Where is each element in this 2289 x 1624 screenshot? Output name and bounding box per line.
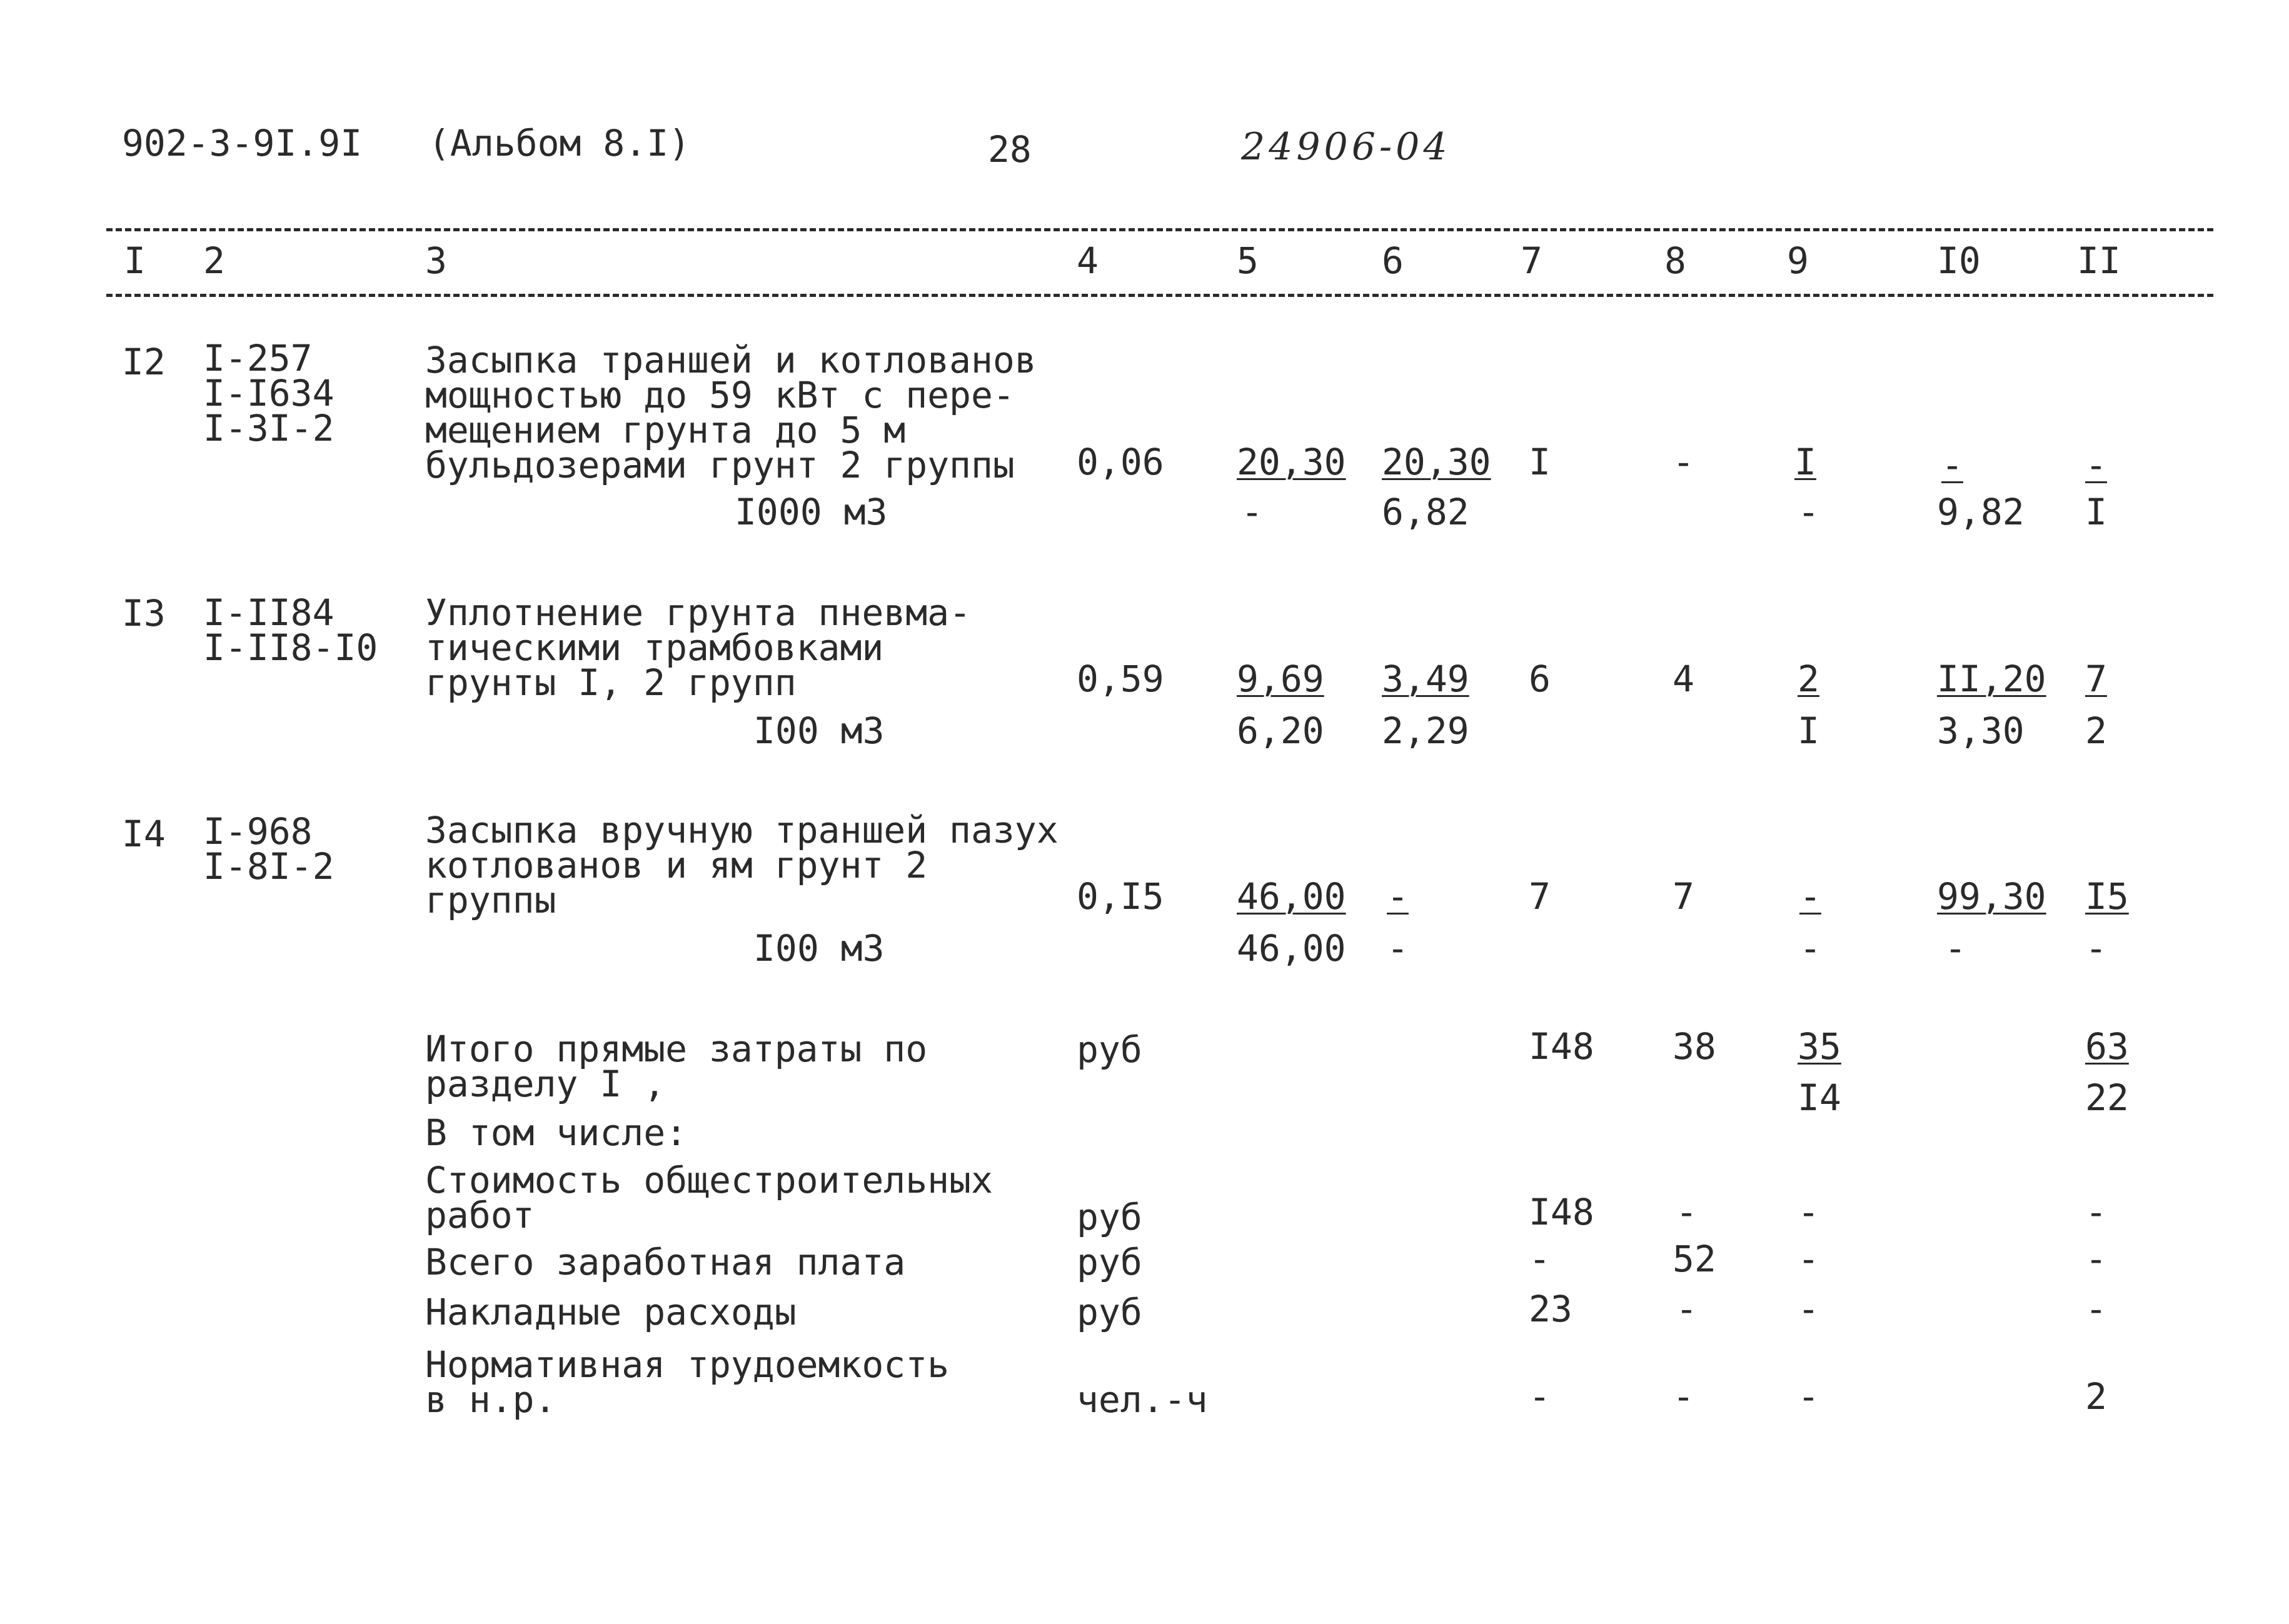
summary-total-label: Итого прямые затраты по разделу I , <box>425 1028 928 1105</box>
column-number: 2 <box>203 239 225 282</box>
cell-col6-bottom: - <box>1387 927 1409 970</box>
cell-col5-bottom: 46,00 <box>1237 927 1346 970</box>
summary-overhead-col11: - <box>2085 1288 2107 1330</box>
summary-wages-label: Всего заработная плата <box>425 1241 906 1283</box>
summary-construction-col8: - <box>1676 1191 1698 1233</box>
summary-overhead-col7: 23 <box>1529 1288 1572 1330</box>
summary-labor-label: Нормативная трудоемкость в н.р. <box>425 1343 950 1421</box>
row-quantity: 0,I5 <box>1077 875 1164 918</box>
summary-labor-unit: чел.-ч <box>1077 1378 1208 1421</box>
cell-col10-bottom: 3,30 <box>1937 709 2025 752</box>
column-number: 8 <box>1664 239 1686 282</box>
row-quantity: 0,59 <box>1077 658 1164 700</box>
page-number: 28 <box>988 128 1032 171</box>
row-codes: I-257 I-I634 I-3I-2 <box>203 337 335 449</box>
row-quantity: 0,06 <box>1077 441 1164 483</box>
row-unit: I00 м3 <box>753 927 885 970</box>
cell-col9-bottom: - <box>1799 927 1821 970</box>
summary-total-col8: 38 <box>1673 1025 1716 1068</box>
cell-col5-top: 9,69 <box>1237 658 1324 700</box>
summary-labor-col7: - <box>1529 1375 1551 1418</box>
row-number: I4 <box>122 813 166 855</box>
summary-including-label: В том числе: <box>425 1111 688 1154</box>
cell-col9-top: 2 <box>1798 658 1819 700</box>
summary-overhead-col8: - <box>1676 1288 1698 1330</box>
header-top-rule <box>106 228 2213 231</box>
row-description: Засыпка вручную траншей пазух котлованов и ям грунт 2 группы <box>425 809 1059 921</box>
summary-wages-col9: - <box>1798 1238 1819 1280</box>
album-label: (Альбом 8.I) <box>428 122 691 164</box>
cell-col11-bottom: - <box>2085 927 2107 970</box>
inventory-number: 24906-04 <box>1241 125 1451 169</box>
cell-col6-top: - <box>1387 875 1409 918</box>
summary-overhead-label: Накладные расходы <box>425 1291 797 1333</box>
cell-col11-bottom: I <box>2085 491 2107 533</box>
summary-total-col9-top: 35 <box>1798 1025 1841 1068</box>
row-description: Уплотнение грунта пневма- тическими трамбовками грунты I, 2 групп <box>425 591 971 704</box>
cell-col7: 7 <box>1529 875 1551 918</box>
cell-col10-bottom: 9,82 <box>1937 491 2025 533</box>
summary-construction-col9: - <box>1798 1191 1819 1233</box>
cell-col11-bottom: 2 <box>2085 709 2107 752</box>
header-bottom-rule <box>106 294 2213 297</box>
summary-construction-col11: - <box>2085 1191 2107 1233</box>
column-number: 4 <box>1077 239 1099 282</box>
summary-total-col9-bottom: I4 <box>1798 1076 1841 1119</box>
summary-overhead-col9: - <box>1798 1288 1819 1330</box>
cell-col6-top: 20,30 <box>1382 441 1491 483</box>
cell-col10-top: 99,30 <box>1937 875 2046 918</box>
summary-labor-col11: 2 <box>2085 1375 2107 1418</box>
row-description: Засыпка траншей и котлованов мощностью до 59 кВт с пере- мещением грунта до 5 м бульдозерами грунт 2 группы <box>425 339 1037 486</box>
cell-col7: I <box>1529 441 1551 483</box>
summary-overhead-unit: руб <box>1077 1291 1142 1333</box>
column-number: II <box>2077 239 2121 282</box>
row-number: I2 <box>122 341 166 383</box>
column-number: 5 <box>1237 239 1259 282</box>
cell-col5-top: 20,30 <box>1237 441 1346 483</box>
document-code: 902-3-9I.9I <box>122 122 363 164</box>
summary-total-col11-top: 63 <box>2085 1025 2129 1068</box>
summary-total-col11-bottom: 22 <box>2085 1076 2129 1119</box>
summary-construction-label: Стоимость общестроительных работ <box>425 1159 993 1236</box>
column-number: 7 <box>1521 239 1542 282</box>
summary-wages-col8: 52 <box>1673 1238 1716 1280</box>
cell-col11-top: I5 <box>2085 875 2129 918</box>
cell-col5-bottom: 6,20 <box>1237 709 1324 752</box>
row-unit: I00 м3 <box>753 709 885 752</box>
row-unit: I000 м3 <box>735 491 888 533</box>
cell-col9-top: - <box>1799 875 1821 918</box>
cell-col11-top: - <box>2085 444 2107 486</box>
cell-col9-bottom: - <box>1798 491 1819 533</box>
summary-construction-col7: I48 <box>1529 1191 1594 1233</box>
cell-col6-bottom: 6,82 <box>1382 491 1469 533</box>
cell-col7: 6 <box>1529 658 1551 700</box>
summary-total-col7: I48 <box>1529 1025 1594 1068</box>
cell-col10-top: II,20 <box>1937 658 2046 700</box>
summary-wages-col11: - <box>2085 1238 2107 1280</box>
cell-col9-bottom: I <box>1798 709 1819 752</box>
cell-col8: 4 <box>1673 658 1694 700</box>
cell-col5-top: 46,00 <box>1237 875 1346 918</box>
cell-col8: - <box>1673 441 1694 483</box>
cell-col9-top: I <box>1794 441 1816 483</box>
column-number: 6 <box>1382 239 1404 282</box>
summary-wages-unit: руб <box>1077 1241 1142 1283</box>
column-number: 3 <box>425 239 447 282</box>
column-number: 9 <box>1787 239 1809 282</box>
cell-col6-top: 3,49 <box>1382 658 1469 700</box>
column-number: I0 <box>1937 239 1981 282</box>
row-codes: I-II84 I-II8-I0 <box>203 591 378 669</box>
summary-total-unit: руб <box>1077 1028 1142 1071</box>
cell-col8: 7 <box>1673 875 1694 918</box>
summary-construction-unit: руб <box>1077 1196 1142 1238</box>
cell-col10-top: - <box>1941 444 1963 486</box>
summary-wages-col7: - <box>1529 1238 1551 1280</box>
cell-col10-bottom: - <box>1944 927 1966 970</box>
cell-col5-bottom: - <box>1241 491 1263 533</box>
summary-labor-col8: - <box>1673 1375 1694 1418</box>
cell-col11-top: 7 <box>2085 658 2107 700</box>
row-codes: I-968 I-8I-2 <box>203 810 335 888</box>
column-number: I <box>124 239 146 282</box>
summary-labor-col9: - <box>1798 1375 1819 1418</box>
row-number: I3 <box>122 592 166 634</box>
cell-col6-bottom: 2,29 <box>1382 709 1469 752</box>
